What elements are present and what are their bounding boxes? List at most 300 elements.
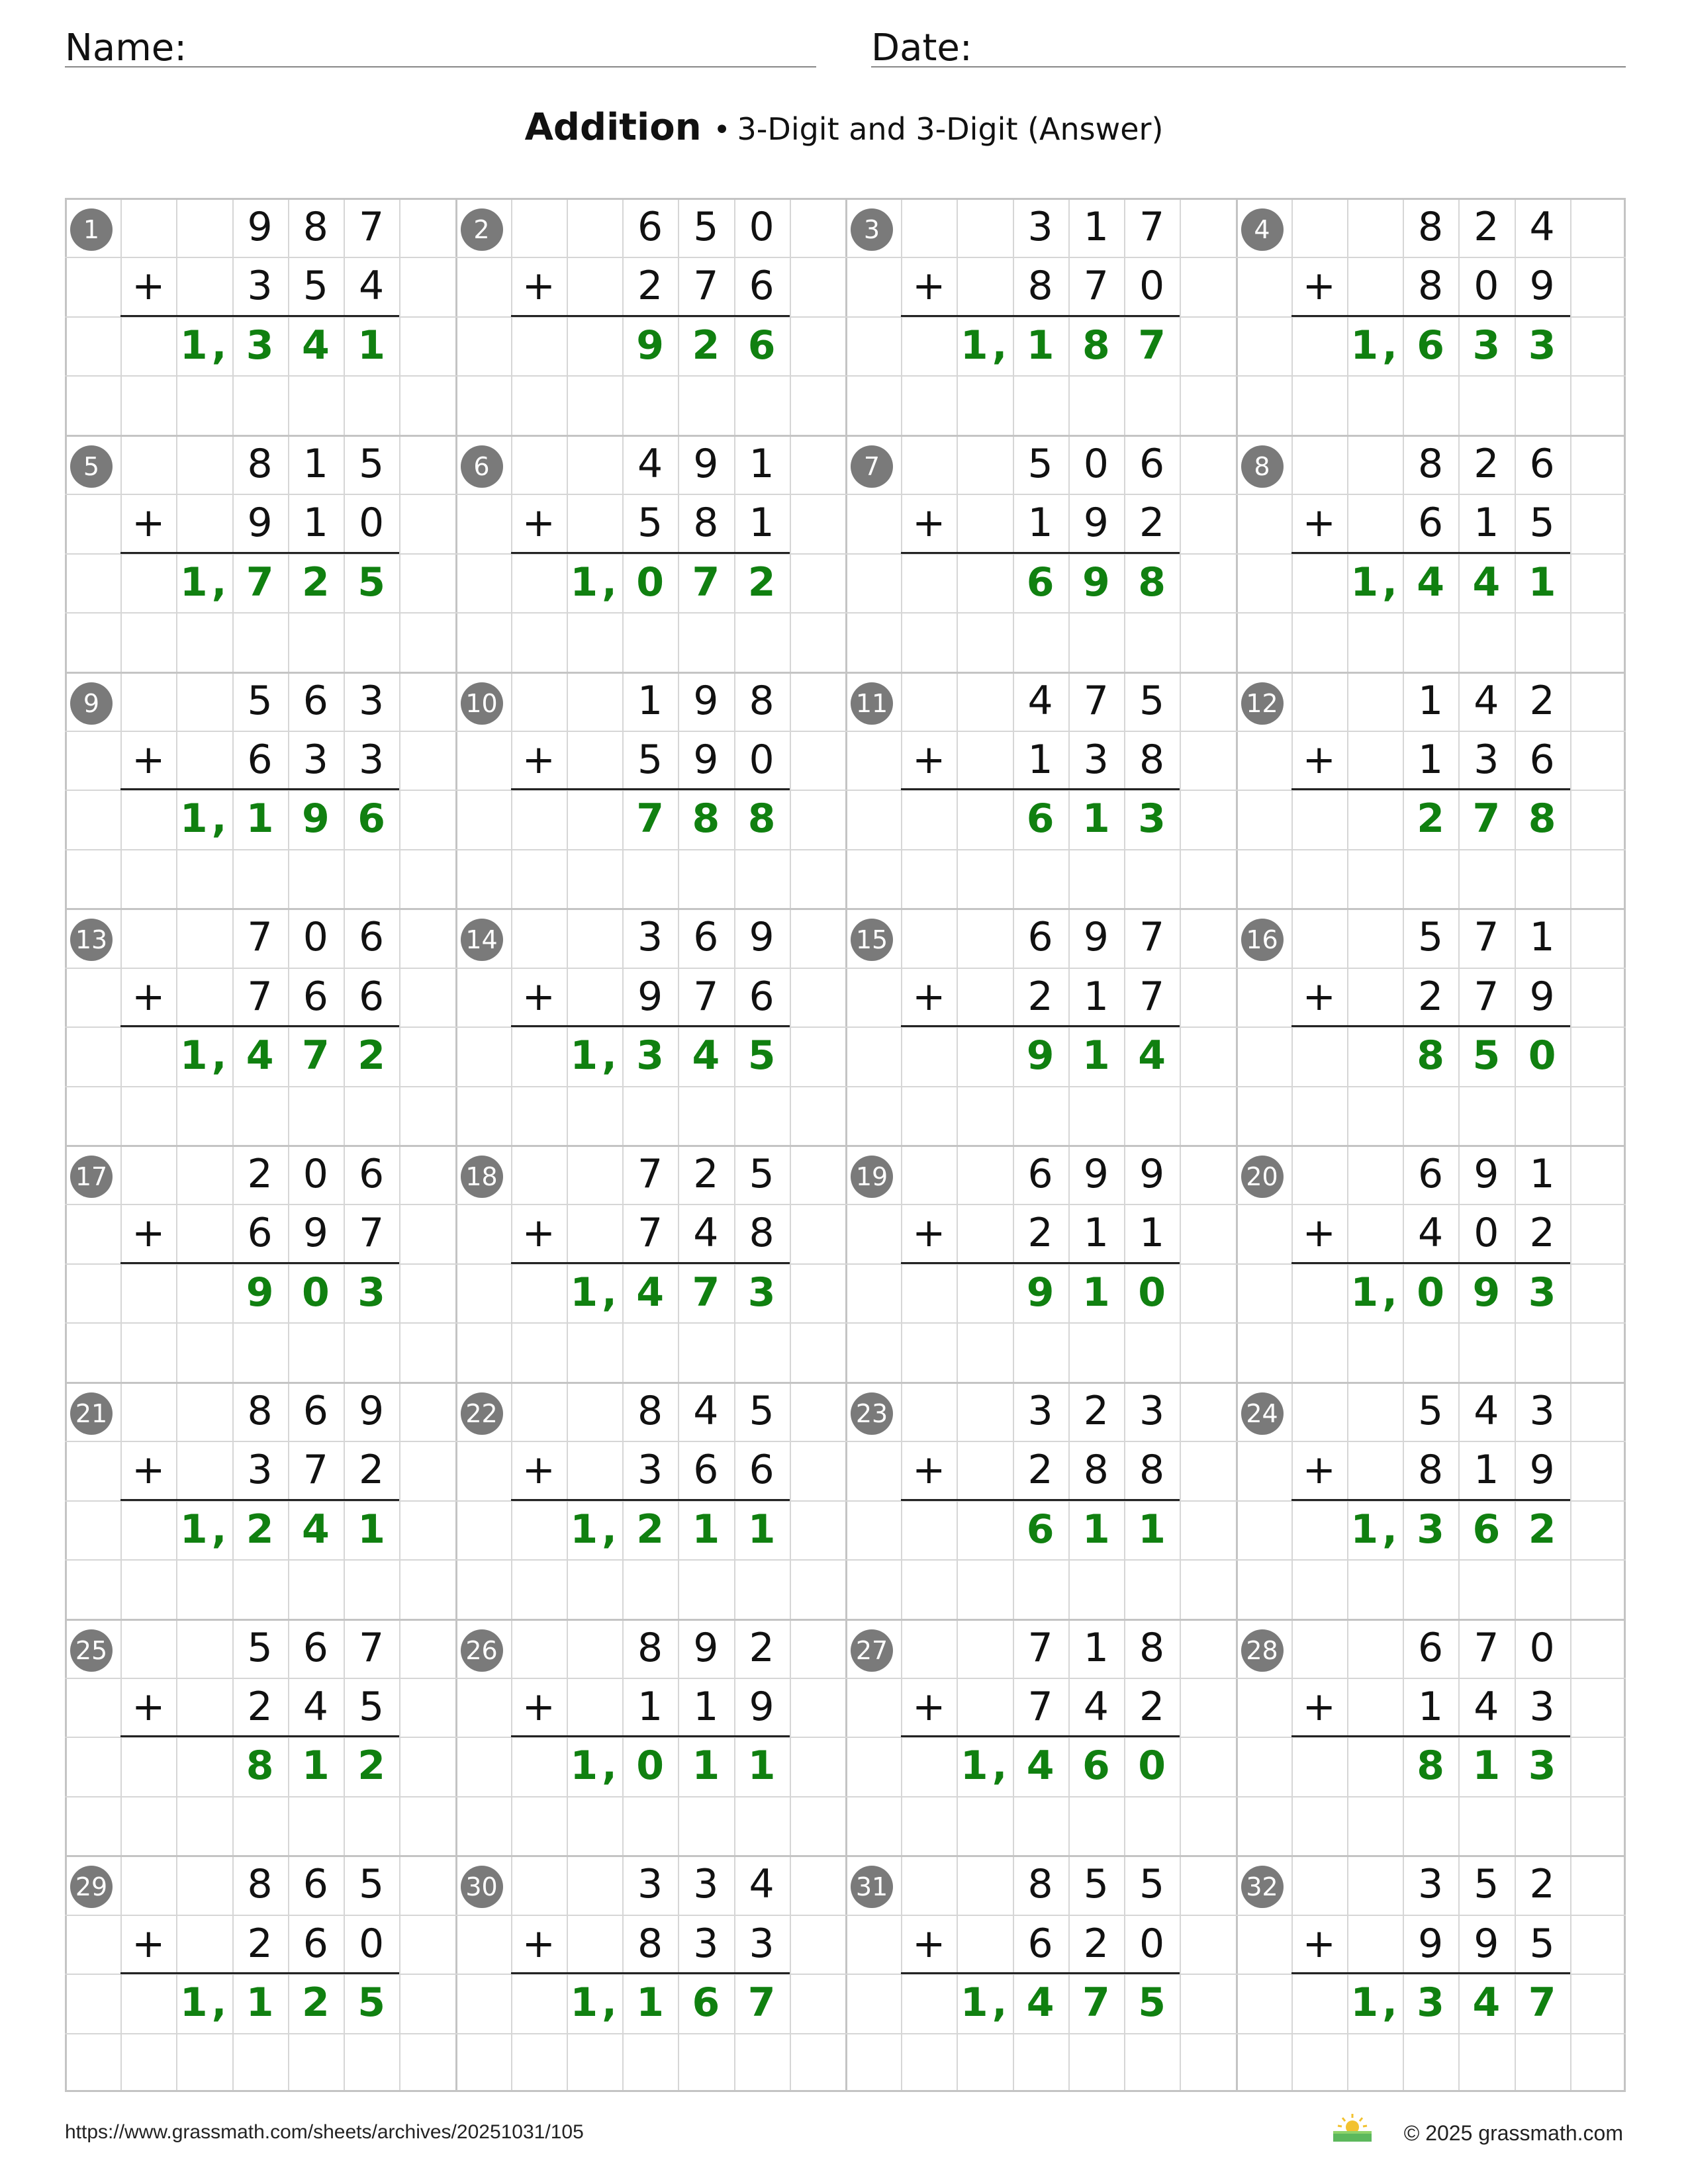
operand-digit: 8 [1418, 1447, 1444, 1494]
operand-digit: 3 [1418, 1861, 1444, 1908]
answer-digit: 9 [301, 796, 330, 842]
answer-digit: 4 [301, 1506, 330, 1553]
operand-digit: 6 [1139, 440, 1165, 487]
problem-number-badge: 7 [851, 445, 893, 488]
problem-number-badge: 10 [461, 682, 503, 725]
operand-digit: 3 [637, 1861, 663, 1908]
plus-sign: + [912, 1683, 946, 1730]
answer-digit: 3 [1528, 1743, 1556, 1790]
plus-sign: + [1302, 736, 1336, 783]
operand-digit: 2 [1139, 500, 1165, 547]
operand-digit: 4 [1474, 1683, 1499, 1730]
answer-digit: 2 [357, 1743, 385, 1790]
operand-digit: 4 [693, 1210, 719, 1257]
operand-digit: 0 [1474, 263, 1499, 310]
operand-digit: 6 [1027, 1151, 1053, 1197]
problem-number-badge: 16 [1241, 919, 1284, 961]
plus-sign: + [1302, 500, 1336, 547]
answer-digit: 1, [179, 322, 231, 369]
operand-digit: 4 [1474, 677, 1499, 724]
operand-digit: 4 [1418, 1210, 1444, 1257]
problem-18 [455, 1145, 846, 1382]
problem-25 [65, 1619, 455, 1856]
answer-digit: 1, [570, 1269, 621, 1316]
operand-digit: 6 [749, 973, 774, 1020]
answer-digit: 1 [692, 1743, 720, 1790]
operand-digit: 8 [1139, 736, 1165, 783]
answer-digit: 1 [747, 1506, 776, 1553]
problem-number-badge: 15 [851, 919, 893, 961]
operand-digit: 6 [358, 914, 385, 961]
operand-digit: 5 [693, 204, 719, 250]
plus-sign: + [132, 263, 165, 310]
operand-digit: 4 [1529, 204, 1555, 250]
operand-digit: 4 [358, 263, 385, 310]
grass-sun-logo-icon [1329, 2111, 1376, 2144]
answer-digit: 6 [1026, 1506, 1055, 1553]
problem-number-badge: 4 [1241, 208, 1284, 251]
plus-sign: + [132, 736, 165, 783]
answer-digit: 1, [570, 1979, 621, 2026]
answer-digit: 3 [1528, 1269, 1556, 1316]
operand-digit: 8 [1139, 1447, 1165, 1494]
operand-digit: 8 [247, 1387, 273, 1434]
operand-digit: 5 [358, 440, 385, 487]
operand-digit: 9 [693, 677, 719, 724]
problem-28 [1236, 1619, 1626, 1856]
problem-4 [1236, 198, 1626, 435]
answer-digit: 7 [747, 1979, 776, 2026]
answer-digit: 3 [246, 322, 274, 369]
answer-digit: 7 [636, 796, 665, 842]
problem-number-badge: 20 [1241, 1156, 1284, 1198]
operand-digit: 2 [1529, 1210, 1555, 1257]
date-label: Date: [871, 26, 972, 69]
footer-url: https://www.grassmath.com/sheets/archives/20251031/105 [65, 2121, 584, 2143]
operand-digit: 0 [358, 500, 385, 547]
answer-digit: 2 [692, 322, 720, 369]
operand-digit: 3 [1474, 736, 1499, 783]
operand-digit: 3 [358, 736, 385, 783]
operand-digit: 9 [1529, 973, 1555, 1020]
answer-digit: 2 [301, 1979, 330, 2026]
operand-digit: 6 [749, 263, 774, 310]
operand-digit: 8 [1418, 440, 1444, 487]
operand-digit: 4 [749, 1861, 774, 1908]
operand-digit: 7 [247, 914, 273, 961]
problem-6 [455, 435, 846, 672]
operand-digit: 5 [1139, 1861, 1165, 1908]
operand-digit: 7 [637, 1210, 663, 1257]
operand-digit: 1 [637, 1683, 663, 1730]
plus-sign: + [1302, 973, 1336, 1020]
operand-digit: 0 [303, 1151, 328, 1197]
problem-number-badge: 6 [461, 445, 503, 488]
operand-digit: 9 [693, 440, 719, 487]
answer-digit: 1, [1350, 1506, 1401, 1553]
answer-digit: 1 [1082, 796, 1110, 842]
operand-digit: 6 [303, 1624, 328, 1671]
answer-digit: 5 [357, 1979, 385, 2026]
problem-13 [65, 908, 455, 1145]
problem-12 [1236, 672, 1626, 909]
answer-digit: 8 [1417, 1032, 1445, 1079]
operand-digit: 0 [1529, 1624, 1555, 1671]
name-field-line[interactable] [65, 66, 816, 68]
operand-digit: 6 [1529, 736, 1555, 783]
answer-digit: 1, [570, 559, 621, 606]
problem-grid [65, 198, 1626, 2092]
operand-digit: 5 [303, 263, 328, 310]
problem-14 [455, 908, 846, 1145]
problem-number-badge: 11 [851, 682, 893, 725]
problem-9 [65, 672, 455, 909]
operand-digit: 9 [1418, 1920, 1444, 1967]
operand-digit: 6 [749, 1447, 774, 1494]
answer-digit: 8 [747, 796, 776, 842]
operand-digit: 6 [1529, 440, 1555, 487]
answer-digit: 2 [357, 1032, 385, 1079]
answer-digit: 0 [636, 559, 665, 606]
operand-digit: 8 [693, 500, 719, 547]
problem-17 [65, 1145, 455, 1382]
answer-digit: 3 [1417, 1979, 1445, 2026]
answer-digit: 1 [357, 322, 385, 369]
answer-digit: 4 [1026, 1743, 1055, 1790]
answer-digit: 1 [636, 1979, 665, 2026]
operand-digit: 6 [303, 973, 328, 1020]
answer-digit: 1, [570, 1032, 621, 1079]
operand-digit: 3 [1083, 736, 1109, 783]
operand-digit: 6 [1418, 500, 1444, 547]
problem-number-badge: 21 [70, 1392, 113, 1435]
answer-digit: 4 [1026, 1979, 1055, 2026]
operand-digit: 8 [637, 1920, 663, 1967]
problem-number-badge: 19 [851, 1156, 893, 1198]
answer-digit: 1, [960, 1743, 1011, 1790]
operand-digit: 9 [749, 1683, 774, 1730]
answer-digit: 1 [1026, 322, 1055, 369]
operand-digit: 6 [247, 1210, 273, 1257]
answer-digit: 5 [1472, 1032, 1501, 1079]
operand-digit: 3 [247, 263, 273, 310]
operand-digit: 9 [1529, 1447, 1555, 1494]
answer-digit: 9 [1472, 1269, 1501, 1316]
problem-27 [845, 1619, 1236, 1856]
problem-1 [65, 198, 455, 435]
problem-number-badge: 31 [851, 1866, 893, 1908]
operand-digit: 7 [358, 204, 385, 250]
answer-digit: 2 [747, 559, 776, 606]
operand-digit: 8 [1418, 204, 1444, 250]
operand-digit: 6 [303, 677, 328, 724]
operand-digit: 1 [749, 500, 774, 547]
operand-digit: 9 [1474, 1920, 1499, 1967]
operand-digit: 1 [1083, 973, 1109, 1020]
operand-digit: 7 [303, 1447, 328, 1494]
operand-digit: 9 [247, 204, 273, 250]
answer-digit: 0 [1138, 1743, 1166, 1790]
operand-digit: 7 [693, 263, 719, 310]
operand-digit: 8 [303, 204, 328, 250]
operand-digit: 3 [1027, 1387, 1053, 1434]
problem-16 [1236, 908, 1626, 1145]
operand-digit: 1 [1083, 1210, 1109, 1257]
plus-sign: + [912, 973, 946, 1020]
problem-number-badge: 2 [461, 208, 503, 251]
problem-15 [845, 908, 1236, 1145]
plus-sign: + [522, 736, 555, 783]
operand-digit: 4 [693, 1387, 719, 1434]
operand-digit: 2 [1083, 1387, 1109, 1434]
plus-sign: + [132, 973, 165, 1020]
operand-digit: 5 [1027, 440, 1053, 487]
operand-digit: 5 [1474, 1861, 1499, 1908]
operand-digit: 6 [1418, 1151, 1444, 1197]
operand-digit: 9 [1474, 1151, 1499, 1197]
answer-digit: 5 [747, 1032, 776, 1079]
answer-digit: 1 [301, 1743, 330, 1790]
operand-digit: 7 [637, 1151, 663, 1197]
operand-digit: 7 [1139, 914, 1165, 961]
answer-digit: 1 [1082, 1269, 1110, 1316]
answer-digit: 1 [692, 1506, 720, 1553]
operand-digit: 0 [1139, 1920, 1165, 1967]
answer-digit: 2 [246, 1506, 274, 1553]
problem-number-badge: 8 [1241, 445, 1284, 488]
plus-sign: + [132, 1683, 165, 1730]
answer-digit: 6 [1026, 559, 1055, 606]
plus-sign: + [1302, 1683, 1336, 1730]
problem-19 [845, 1145, 1236, 1382]
problem-number-badge: 17 [70, 1156, 113, 1198]
problem-number-badge: 13 [70, 919, 113, 961]
answer-digit: 1, [179, 796, 231, 842]
answer-digit: 1, [960, 322, 1011, 369]
operand-digit: 3 [637, 1447, 663, 1494]
plus-sign: + [522, 1210, 555, 1257]
answer-digit: 1 [246, 796, 274, 842]
answer-digit: 1, [179, 559, 231, 606]
answer-digit: 3 [1528, 322, 1556, 369]
plus-sign: + [1302, 263, 1336, 310]
operand-digit: 5 [637, 500, 663, 547]
answer-digit: 4 [1472, 1979, 1501, 2026]
problem-number-badge: 24 [1241, 1392, 1284, 1435]
problem-31 [845, 1855, 1236, 2092]
operand-digit: 1 [693, 1683, 719, 1730]
operand-digit: 5 [1529, 500, 1555, 547]
operand-digit: 1 [1529, 1151, 1555, 1197]
operand-digit: 8 [637, 1624, 663, 1671]
operand-digit: 5 [1418, 914, 1444, 961]
operand-digit: 0 [1083, 440, 1109, 487]
operand-digit: 5 [749, 1387, 774, 1434]
answer-digit: 9 [246, 1269, 274, 1316]
answer-digit: 1 [357, 1506, 385, 1553]
operand-digit: 3 [247, 1447, 273, 1494]
operand-digit: 2 [1418, 973, 1444, 1020]
operand-digit: 7 [1027, 1683, 1053, 1730]
operand-digit: 4 [1083, 1683, 1109, 1730]
answer-digit: 7 [301, 1032, 330, 1079]
answer-digit: 1 [1528, 559, 1556, 606]
operand-digit: 5 [247, 677, 273, 724]
answer-digit: 1, [1350, 1269, 1401, 1316]
operand-digit: 7 [1474, 1624, 1499, 1671]
answer-digit: 8 [692, 796, 720, 842]
answer-digit: 1, [1350, 322, 1401, 369]
problem-7 [845, 435, 1236, 672]
problem-23 [845, 1382, 1236, 1619]
operand-digit: 6 [358, 1151, 385, 1197]
operand-digit: 0 [749, 736, 774, 783]
answer-digit: 9 [1026, 1032, 1055, 1079]
operand-digit: 0 [358, 1920, 385, 1967]
problem-number-badge: 32 [1241, 1866, 1284, 1908]
problem-number-badge: 22 [461, 1392, 503, 1435]
operand-digit: 3 [637, 914, 663, 961]
operand-digit: 0 [1474, 1210, 1499, 1257]
problem-29 [65, 1855, 455, 2092]
operand-digit: 3 [358, 677, 385, 724]
answer-digit: 7 [1082, 1979, 1110, 2026]
operand-digit: 7 [1474, 973, 1499, 1020]
answer-digit: 3 [1472, 322, 1501, 369]
answer-digit: 4 [1472, 559, 1501, 606]
answer-digit: 1, [179, 1032, 231, 1079]
plus-sign: + [132, 1447, 165, 1494]
operand-digit: 7 [1474, 914, 1499, 961]
operand-digit: 3 [1529, 1683, 1555, 1730]
operand-digit: 8 [1139, 1624, 1165, 1671]
operand-digit: 2 [358, 1447, 385, 1494]
operand-digit: 2 [1027, 973, 1053, 1020]
answer-digit: 3 [1417, 1506, 1445, 1553]
operand-digit: 2 [1139, 1683, 1165, 1730]
operand-digit: 1 [303, 440, 328, 487]
answer-digit: 5 [1138, 1979, 1166, 2026]
answer-digit: 7 [1138, 322, 1166, 369]
operand-digit: 1 [1027, 500, 1053, 547]
answer-digit: 1 [1138, 1506, 1166, 1553]
problem-number-badge: 25 [70, 1629, 113, 1672]
answer-digit: 8 [1417, 1743, 1445, 1790]
operand-digit: 4 [1474, 1387, 1499, 1434]
operand-digit: 5 [1139, 677, 1165, 724]
operand-digit: 3 [693, 1920, 719, 1967]
answer-digit: 9 [1026, 1269, 1055, 1316]
problem-number-badge: 1 [70, 208, 113, 251]
answer-digit: 5 [357, 559, 385, 606]
operand-digit: 6 [1027, 1920, 1053, 1967]
operand-digit: 2 [749, 1624, 774, 1671]
problem-2 [455, 198, 846, 435]
answer-digit: 1 [246, 1979, 274, 2026]
operand-digit: 6 [247, 736, 273, 783]
operand-digit: 3 [693, 1861, 719, 1908]
operand-digit: 7 [1083, 263, 1109, 310]
operand-digit: 9 [303, 1210, 328, 1257]
operand-digit: 6 [303, 1861, 328, 1908]
problem-8 [1236, 435, 1626, 672]
answer-digit: 1, [570, 1506, 621, 1553]
problem-11 [845, 672, 1236, 909]
problem-number-badge: 3 [851, 208, 893, 251]
operand-digit: 1 [637, 677, 663, 724]
answer-digit: 1, [960, 1979, 1011, 2026]
operand-digit: 1 [1139, 1210, 1165, 1257]
answer-digit: 1, [570, 1743, 621, 1790]
answer-digit: 8 [1528, 796, 1556, 842]
plus-sign: + [132, 1920, 165, 1967]
operand-digit: 7 [247, 973, 273, 1020]
answer-digit: 2 [1417, 796, 1445, 842]
operand-digit: 4 [637, 440, 663, 487]
operand-digit: 5 [749, 1151, 774, 1197]
answer-digit: 1 [1472, 1743, 1501, 1790]
operand-digit: 9 [637, 973, 663, 1020]
operand-digit: 1 [1083, 204, 1109, 250]
answer-digit: 4 [636, 1269, 665, 1316]
operand-digit: 6 [303, 1920, 328, 1967]
plus-sign: + [522, 1683, 555, 1730]
answer-digit: 1 [747, 1743, 776, 1790]
plus-sign: + [522, 973, 555, 1020]
operand-digit: 6 [1418, 1624, 1444, 1671]
answer-digit: 6 [1417, 322, 1445, 369]
operand-digit: 8 [1083, 1447, 1109, 1494]
operand-digit: 3 [1139, 1387, 1165, 1434]
answer-digit: 7 [1528, 1979, 1556, 2026]
operand-digit: 9 [1083, 1151, 1109, 1197]
operand-digit: 9 [358, 1387, 385, 1434]
answer-digit: 7 [692, 1269, 720, 1316]
answer-digit: 3 [357, 1269, 385, 1316]
plus-sign: + [522, 1920, 555, 1967]
answer-digit: 8 [1082, 322, 1110, 369]
operand-digit: 7 [1139, 204, 1165, 250]
operand-digit: 5 [247, 1624, 273, 1671]
plus-sign: + [132, 1210, 165, 1257]
operand-digit: 2 [1529, 677, 1555, 724]
operand-digit: 9 [1083, 500, 1109, 547]
answer-digit: 1 [1082, 1506, 1110, 1553]
operand-digit: 7 [358, 1210, 385, 1257]
date-field-line[interactable] [871, 66, 1626, 68]
problem-10 [455, 672, 846, 909]
problem-number-badge: 14 [461, 919, 503, 961]
operand-digit: 9 [693, 1624, 719, 1671]
problem-number-badge: 30 [461, 1866, 503, 1908]
answer-digit: 1, [1350, 559, 1401, 606]
answer-digit: 4 [1138, 1032, 1166, 1079]
problem-number-badge: 29 [70, 1866, 113, 1908]
problem-21 [65, 1382, 455, 1619]
answer-digit: 4 [1417, 559, 1445, 606]
operand-digit: 5 [1418, 1387, 1444, 1434]
problem-5 [65, 435, 455, 672]
operand-digit: 1 [303, 500, 328, 547]
answer-digit: 8 [246, 1743, 274, 1790]
answer-digit: 0 [1417, 1269, 1445, 1316]
answer-digit: 3 [747, 1269, 776, 1316]
operand-digit: 1 [1474, 500, 1499, 547]
answer-digit: 7 [246, 559, 274, 606]
operand-digit: 7 [693, 973, 719, 1020]
operand-digit: 2 [1474, 204, 1499, 250]
problem-26 [455, 1619, 846, 1856]
